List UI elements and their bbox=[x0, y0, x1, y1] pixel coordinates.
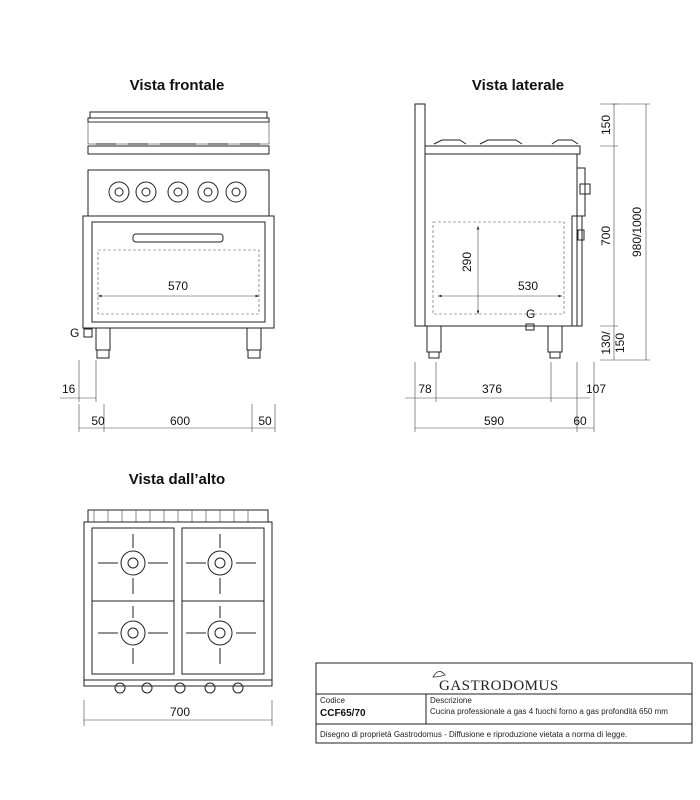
side-view bbox=[405, 77, 650, 432]
front-dim-600: 600 bbox=[169, 414, 191, 428]
product-description: Cucina professionale a gas 4 fuochi forno a gas profondità 650 mm bbox=[430, 707, 668, 716]
side-dim-590: 590 bbox=[483, 414, 505, 428]
product-code: CCF65/70 bbox=[320, 708, 366, 719]
front-oven-body bbox=[83, 216, 274, 328]
side-dim-78: 78 bbox=[418, 382, 432, 396]
front-dim-16: 16 bbox=[62, 382, 76, 396]
front-knobs bbox=[109, 182, 246, 202]
side-dim-376: 376 bbox=[481, 382, 503, 396]
side-dim-60: 60 bbox=[573, 414, 587, 428]
code-label: Codice bbox=[320, 696, 345, 705]
gastrodomus-logo bbox=[433, 671, 559, 694]
side-dim-130: 130/ bbox=[599, 331, 613, 355]
side-dim-980-1000: 980/1000 bbox=[630, 206, 644, 258]
oven-handle bbox=[133, 234, 223, 242]
side-dim-150-top: 150 bbox=[599, 114, 613, 136]
front-dim-50-right: 50 bbox=[258, 414, 272, 428]
top-dim-700: 700 bbox=[169, 705, 191, 719]
side-dim-107: 107 bbox=[585, 382, 607, 396]
side-dim-150-leg: 150 bbox=[613, 332, 627, 354]
description-label: Descrizione bbox=[430, 696, 472, 705]
front-view bbox=[60, 77, 275, 432]
top-knobs bbox=[115, 683, 243, 693]
side-dim-530: 530 bbox=[517, 279, 539, 293]
top-view bbox=[84, 471, 272, 726]
side-dim-700: 700 bbox=[599, 225, 613, 247]
side-body bbox=[425, 154, 577, 326]
top-view-title: Vista dall’alto bbox=[128, 471, 226, 488]
oven-door bbox=[92, 222, 265, 322]
front-view-title: Vista frontale bbox=[129, 77, 225, 94]
front-gas-label: G bbox=[70, 326, 80, 340]
side-gas-label: G bbox=[526, 307, 536, 321]
front-dim-50-left: 50 bbox=[91, 414, 105, 428]
top-burners bbox=[121, 551, 232, 645]
title-block bbox=[316, 663, 692, 743]
copyright-footer: Disegno di proprietà Gastrodomus - Diffusione e riproduzione vietata a norma di legge. bbox=[320, 730, 628, 739]
side-dim-290: 290 bbox=[460, 251, 474, 273]
front-dim-570: 570 bbox=[167, 279, 189, 293]
side-view-title: Vista laterale bbox=[471, 77, 565, 94]
brand-name: GASTRODOMUS bbox=[439, 678, 559, 694]
